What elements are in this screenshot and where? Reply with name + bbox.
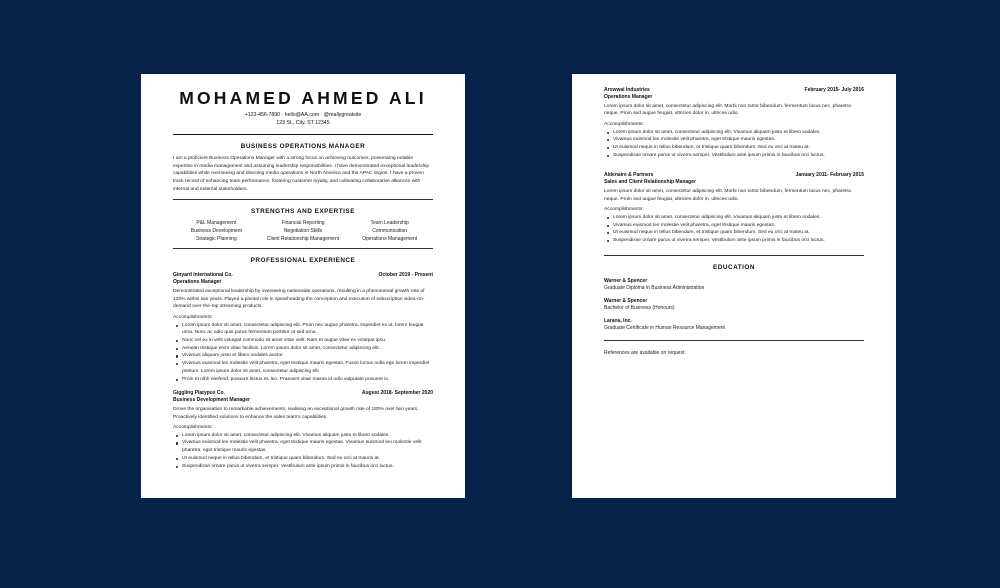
- accomplishment-item: Ut euismod neque in tellus bibendum, et tristique quam bibendum. Sed eu orci at mateu at.: [613, 144, 864, 152]
- skill-item: Team Leadership: [370, 219, 409, 226]
- skill-item: Client Relationship Management: [266, 236, 340, 243]
- education-institution: Warner & Spencer: [604, 297, 648, 304]
- education-entry: [604, 318, 864, 332]
- header-divider: [173, 134, 433, 135]
- accomplishment-item: Aenean tristique enim vitae facilisis. Lorem ipsum dolor sit amet, consectetur adipiscing elit.: [182, 345, 433, 353]
- skill-item: Communication: [372, 227, 408, 234]
- accomplishments-label: Accomplishments:: [604, 122, 644, 127]
- accomplishment-item: Vivamus euismod leo molestie velit pharetra, eget tristique mauris egestas. Vivamus euismod leo molestie velit pharetra, eget tristique mauris egestas.: [182, 439, 433, 454]
- section-divider: [173, 199, 433, 200]
- job-description: Drove the organisation to remarkable achievements, realising an exceptional growth rate of 180% over two years. Proactively identified solutions to enhance the sales team's capabilities.: [173, 406, 419, 420]
- accomplishment-item: Suspendisse ornare purus ut viverra semper. Vestibulum ante ipsum primis in faucibus orci luctus.: [613, 152, 864, 160]
- education-entry: [604, 298, 864, 312]
- accomplishment-item: Lorem ipsum dolor sit amet, consectetur adipiscing elit. Proin nec augue pharetra, imperdiet ex ut, lorem feugiat urna. Nunc ac odio quis purus fermentum porttitor ut sed urna.: [182, 322, 433, 337]
- references-note: References are available on request.: [604, 349, 686, 356]
- accomplishments-list: [604, 214, 864, 245]
- job-role: Operations Manager: [604, 93, 653, 100]
- contact-line-2: 123 St., City, ST 12345: [276, 119, 330, 126]
- resume-page-2: [572, 74, 896, 498]
- education-institution: Larana, Inc.: [604, 317, 632, 324]
- skill-item: Operations Management: [362, 236, 418, 243]
- job-entry: [604, 87, 864, 159]
- job-entry: [604, 172, 864, 244]
- accomplishment-item: Suspendisse ornare purus ut viverra semper. Vestibulum ante ipsum primis in faucibus orci luctus.: [613, 237, 864, 245]
- accomplishment-item: Vivamus euismod leo molestie velit pharetra, eget tristique mauris egestas. Fusce luctus nulla ege lorem imperdiet pretium. Lorem ipsum dolor sit amet, consectetur adipiscing elit: [182, 360, 433, 375]
- accomplishment-item: Vivamus aliquam justo et libero sodales auctor.: [182, 352, 433, 360]
- section-divider: [173, 248, 433, 249]
- accomplishment-item: Ut euismod neque in tellus bibendum, et tristique quam bibendum. Sed eu orci at mateu at.: [613, 229, 864, 237]
- resume-page-1: [141, 74, 465, 498]
- job-description: Lorem ipsum dolor sit amet, consectetur adipiscing elit. Morbi non tortor bibendum, fermentum lacus nec, pharetra neque. Proin sed augue feugiat, ultricies dolor in, ultrices odio.: [604, 103, 851, 117]
- accomplishment-item: Ut euismod neque in tellus bibendum, et tristique quam bibendum. Sed eu orci at mauris at.: [182, 455, 433, 463]
- accomplishment-item: Lorem ipsum dolor sit amet, consectetur adipiscing elit. Vivamus aliquam justo et libero sodales.: [613, 129, 864, 137]
- job-role: Operations Manager: [173, 279, 222, 286]
- job-company: Ginyard International Co.: [173, 272, 233, 279]
- job-company: Aldenaire & Partners: [604, 172, 654, 179]
- education-degree: Bachelor of Business (Honours): [604, 304, 675, 311]
- section-divider: [604, 340, 864, 341]
- skill-item: P&L Management: [196, 219, 237, 226]
- contact-line-1: +123-456-7890 · hello@AA.com · @reallygreatsite: [244, 112, 362, 118]
- accomplishment-item: Vivamus euismod leo molestie velit pharetra, eget tristique mauris egestas.: [613, 222, 864, 230]
- education-degree: Graduate Diploma in Business Administration: [604, 284, 705, 291]
- job-description: Demonstrated exceptional leadership by overseeing nationwide operations, resulting in a phenomenal growth rate of 120% within two years. Played a pivotal role in spearheading the conception and execution of subscription video-on-demand over-the-top streaming products.: [173, 289, 425, 310]
- education-entry: [604, 278, 864, 292]
- accomplishment-item: Nunc vel ex in velit volutpat commodo sit amet vitae velit. Nam et augue vitae ex volutpat ipsu.: [182, 337, 433, 345]
- experience-title: PROFESSIONAL EXPERIENCE: [250, 257, 356, 265]
- accomplishment-item: Suspendisse ornare purus ut viverra semper. Vestibulum ante ipsum primis in faucibus orci luctus.: [182, 463, 433, 471]
- job-dates: August 2018- September 2020: [361, 390, 433, 397]
- accomplishment-item: Lorem ipsum dolor sit amet, consectetur adipiscing elit. Vivamus aliquam justo et libero sodales.: [182, 432, 433, 440]
- education-degree: Graduate Certificate in Human Resource Management: [604, 324, 725, 331]
- accomplishment-item: Lorem ipsum dolor sit amet, consectetur adipiscing elit. Vivamus aliquam justo et libero sodales.: [613, 214, 864, 222]
- accomplishments-list: [604, 129, 864, 160]
- job-role: Business Development Manager: [173, 397, 250, 404]
- skill-item: Strategic Planning: [196, 236, 237, 243]
- job-dates: January 2011- February 2015: [795, 172, 864, 179]
- accomplishments-label: Accomplishments:: [173, 425, 213, 431]
- summary-text: I am a proficient Business Operations Manager with a strong focus on achieving outcomes, possessing notable expertise in media management and assuming leadership responsibilities. I have demonstrated exceptional leadership capabilities while overseeing and directing media operations in North America and the APAC region. I have a proven track record of enhancing team performance, fostering customer loyalty, and cultivating collaborative alliances with internal and external stakeholders.: [173, 156, 430, 192]
- accomplishment-item: Proin et nibh eleifend, posuere lectus et, leo. Praesent vitae massa id odio vulputate posuere is.: [182, 376, 433, 384]
- accomplishments-list: [173, 432, 433, 471]
- skill-item: Negotiation Skills: [283, 227, 323, 234]
- job-company: Giggling Platypus Co.: [173, 390, 225, 397]
- accomplishments-list: [173, 322, 433, 384]
- job-dates: October 2019 - Present: [378, 272, 433, 279]
- accomplishments-label: Accomplishments:: [604, 207, 644, 213]
- job-role: Sales and Client Relationship Manager: [604, 179, 696, 186]
- skill-item: Financial Reporting: [281, 219, 325, 226]
- education-institution: Warner & Spencer: [604, 277, 648, 284]
- accomplishment-item: Vivamus euismod leo molestie velit pharetra, eget tristique mauris egestas.: [613, 136, 864, 144]
- accomplishments-label: Accomplishments:: [173, 315, 213, 321]
- job-entry: [173, 272, 433, 383]
- education-title: EDUCATION: [712, 263, 755, 271]
- section-divider: [604, 255, 864, 256]
- job-dates: February 2015- July 2016: [804, 87, 864, 93]
- skills-title: STRENGTHS AND EXPERTISE: [251, 207, 355, 215]
- skills-grid: [173, 219, 433, 244]
- job-description: Lorem ipsum dolor sit amet, consectetur adipiscing elit. Morbi non tortor bibendum, fermentum lacus nec, pharetra neque. Proin sed augue feugiat, ultricies dolor in, ultrices odio.: [604, 188, 851, 202]
- candidate-name: MOHAMED AHMED ALI: [179, 88, 427, 108]
- job-company: Arowwai Industries: [604, 87, 650, 93]
- summary-title: BUSINESS OPERATIONS MANAGER: [240, 143, 366, 150]
- skill-item: Business Development: [190, 227, 242, 234]
- job-entry: [173, 390, 433, 470]
